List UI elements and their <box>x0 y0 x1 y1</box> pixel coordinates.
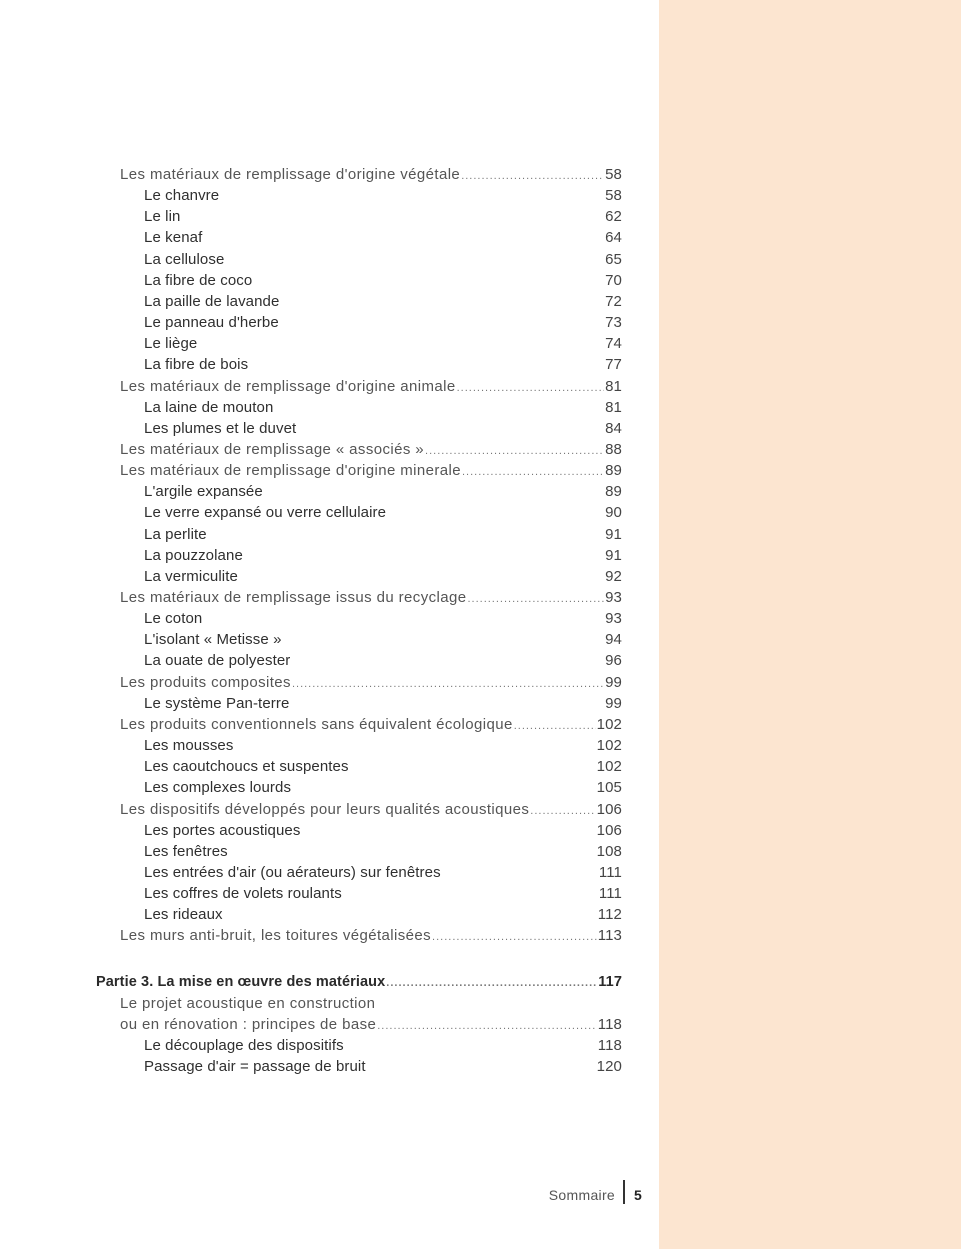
dot-leader <box>386 973 597 994</box>
toc-subsection-entry[interactable] <box>144 820 622 841</box>
toc-subsection-entry[interactable] <box>144 735 622 756</box>
toc-section-entry[interactable] <box>120 439 622 460</box>
toc-entry-title: La laine de mouton <box>144 398 274 416</box>
dot-leader <box>425 441 604 462</box>
toc-section-entry[interactable] <box>120 714 622 735</box>
toc-subsection-entry[interactable] <box>144 756 622 777</box>
toc-entry-title: Les coffres de volets roulants <box>144 885 342 903</box>
toc-entry-page-number: 106 <box>596 821 622 839</box>
toc-entry-title: Les matériaux de remplissage d'origine végétale <box>120 166 461 183</box>
dot-leader <box>462 462 604 483</box>
toc-entry-title: Le panneau d'herbe <box>144 314 279 332</box>
toc-entry-title: La pouzzolane <box>144 546 243 564</box>
toc-subsection-entry[interactable] <box>144 777 622 798</box>
toc-subsection-entry[interactable] <box>144 502 622 523</box>
toc-entry-title: Le système Pan-terre <box>144 694 290 712</box>
toc-entry-title: La cellulose <box>144 250 225 268</box>
toc-subsection-entry[interactable] <box>144 693 622 714</box>
toc-subsection-entry[interactable] <box>144 185 622 206</box>
toc-subsection-entry[interactable] <box>144 566 622 587</box>
toc-entry-title: Les caoutchoucs et suspentes <box>144 758 349 776</box>
dot-leader <box>514 716 596 737</box>
toc-section-entry[interactable] <box>120 460 622 481</box>
dot-leader <box>467 589 604 610</box>
toc-entry-title: La perlite <box>144 525 207 543</box>
toc-subsection-entry[interactable] <box>144 206 622 227</box>
toc-subsection-entry[interactable] <box>144 397 622 418</box>
toc-entry-title: Le verre expansé ou verre cellulaire <box>144 504 387 522</box>
toc-entry-title: Passage d'air = passage de bruit <box>144 1058 366 1075</box>
toc-entry-title: Les rideaux <box>144 906 223 924</box>
toc-entry-title: Les matériaux de remplissage « associés » <box>120 440 425 458</box>
toc-subsection-entry[interactable] <box>144 841 622 862</box>
toc-entry-title: Le kenaf <box>144 229 203 247</box>
toc-entry-page-number: 120 <box>596 1058 622 1075</box>
toc-subsection-entry[interactable] <box>144 312 622 333</box>
toc-entry-page-number: 102 <box>596 758 622 776</box>
toc-section-entry[interactable] <box>120 672 622 693</box>
toc-entry-title: Les plumes et le duvet <box>144 419 297 437</box>
toc-entry-page-number: 96 <box>605 652 622 670</box>
footer-divider <box>623 1180 625 1204</box>
toc-entry-title: Les portes acoustiques <box>144 821 301 839</box>
toc-entry-page-number: 106 <box>596 800 622 818</box>
dot-leader <box>377 1016 597 1037</box>
footer-page-number: 5 <box>634 1187 642 1203</box>
dot-leader <box>530 801 595 822</box>
toc-entry-page-number: 108 <box>596 842 622 860</box>
toc-entry-page-number: 70 <box>605 271 622 289</box>
toc-subsection-entry[interactable] <box>144 333 622 354</box>
toc-subsection-entry[interactable] <box>144 629 622 650</box>
toc-entry-page-number: 118 <box>597 1015 622 1033</box>
toc-subsection-entry[interactable] <box>144 270 622 291</box>
toc-entry-page-number: 72 <box>605 292 622 310</box>
toc-entry-page-number: 88 <box>605 440 622 458</box>
toc-entry-page-number: 111 <box>598 863 622 881</box>
toc-entry-title: Les matériaux de remplissage d'origine minerale <box>120 462 461 480</box>
toc-entry-title: La fibre de bois <box>144 356 249 374</box>
toc-subsection-entry[interactable] <box>144 1035 622 1056</box>
toc-entry-title: Les complexes lourds <box>144 779 292 797</box>
dot-leader <box>432 927 597 948</box>
toc-entry-title: La vermiculite <box>144 567 238 585</box>
toc-entry-page-number: 91 <box>605 546 622 564</box>
toc-entry-page-number: 74 <box>605 335 622 353</box>
toc-entry-page-number: 93 <box>605 610 622 628</box>
toc-entry-title: La ouate de polyester <box>144 652 291 670</box>
toc-subsection-entry[interactable] <box>144 1056 622 1077</box>
toc-entry-title: Les dispositifs développés pour leurs qualités acoustiques <box>120 800 530 818</box>
toc-entry-page-number: 58 <box>605 187 622 205</box>
toc-section-entry[interactable] <box>120 993 622 1014</box>
toc-entry-page-number: 84 <box>605 419 622 437</box>
toc-entry-page-number: 92 <box>605 567 622 585</box>
toc-entry-page-number: 93 <box>605 589 622 606</box>
toc-part-heading[interactable] <box>96 972 622 993</box>
toc-subsection-entry[interactable] <box>144 904 622 925</box>
toc-entry-page-number: 111 <box>598 885 622 903</box>
toc-entry-page-number: 62 <box>605 208 622 226</box>
toc-entry-title: Les entrées d'air (ou aérateurs) sur fenêtres <box>144 863 441 881</box>
toc-entry-title: La paille de lavande <box>144 292 280 310</box>
toc-section-entry[interactable] <box>120 925 622 946</box>
toc-entry-page-number: 105 <box>596 779 622 797</box>
toc-entry-title: Le liège <box>144 335 198 353</box>
toc-subsection-entry[interactable] <box>144 883 622 904</box>
toc-entry-page-number: 89 <box>605 462 622 480</box>
toc-entry-title: Le projet acoustique en construction <box>120 994 376 1012</box>
toc-subsection-entry[interactable] <box>144 862 622 883</box>
toc-entry-page-number: 102 <box>596 715 622 733</box>
toc-entry-page-number: 112 <box>597 906 622 924</box>
toc-entry-page-number: 90 <box>605 504 622 522</box>
decorative-side-band <box>659 0 961 1249</box>
toc-entry-page-number: 94 <box>605 631 622 649</box>
toc-section-entry[interactable] <box>120 1014 622 1035</box>
toc-entry-page-number: 113 <box>597 927 622 945</box>
toc-subsection-entry[interactable] <box>144 545 622 566</box>
toc-subsection-entry[interactable] <box>144 291 622 312</box>
toc-section-entry[interactable] <box>120 799 622 820</box>
toc-entry-page-number: 118 <box>597 1036 622 1054</box>
toc-entry-title: Partie 3. La mise en œuvre des matériaux <box>96 973 386 990</box>
toc-entry-title: L'argile expansée <box>144 483 263 501</box>
toc-entry-page-number: 99 <box>605 673 622 691</box>
toc-entry-page-number: 99 <box>605 694 622 712</box>
toc-entry-page-number: 89 <box>605 483 622 501</box>
toc-entry-page-number: 58 <box>605 166 622 183</box>
dot-leader <box>457 378 605 399</box>
toc-entry-page-number: 91 <box>605 525 622 543</box>
toc-entry-page-number: 81 <box>605 398 622 416</box>
toc-entry-title: Les mousses <box>144 737 234 755</box>
toc-entry-page-number: 102 <box>596 737 622 755</box>
toc-section-entry[interactable] <box>120 587 622 608</box>
toc-entry-title: Les produits conventionnels sans équivalent écologique <box>120 715 513 733</box>
toc-entry-title: Le chanvre <box>144 187 220 205</box>
dot-leader <box>461 166 604 187</box>
toc-entry-page-number: 117 <box>598 973 622 990</box>
toc-subsection-entry[interactable] <box>144 354 622 375</box>
toc-section-entry[interactable] <box>120 164 622 185</box>
toc-entry-title: La fibre de coco <box>144 271 253 289</box>
toc-entry-page-number: 77 <box>605 356 622 374</box>
toc-entry-title: Les matériaux de remplissage d'origine animale <box>120 377 456 395</box>
toc-subsection-entry[interactable] <box>144 650 622 671</box>
toc-entry-title: ou en rénovation : principes de base <box>120 1015 377 1033</box>
toc-section-entry[interactable] <box>120 376 622 397</box>
footer-section-label: Sommaire <box>548 1187 615 1203</box>
toc-entry-page-number: 65 <box>605 250 622 268</box>
toc-subsection-entry[interactable] <box>144 481 622 502</box>
toc-entry-title: Le lin <box>144 208 181 226</box>
toc-entry-page-number: 81 <box>605 377 622 395</box>
dot-leader <box>292 674 604 695</box>
toc-entry-title: Le coton <box>144 610 203 628</box>
toc-entry-title: Les produits composites <box>120 673 291 691</box>
toc-subsection-entry[interactable] <box>144 227 622 248</box>
toc-entry-title: Les fenêtres <box>144 842 228 860</box>
toc-entry-page-number: 64 <box>605 229 622 247</box>
toc-subsection-entry[interactable] <box>144 418 622 439</box>
toc-subsection-entry[interactable] <box>144 524 622 545</box>
toc-entry-title: Les murs anti-bruit, les toitures végétalisées <box>120 927 432 945</box>
toc-subsection-entry[interactable] <box>144 608 622 629</box>
page-footer <box>0 1180 659 1210</box>
toc-subsection-entry[interactable] <box>144 249 622 270</box>
toc-entry-page-number: 73 <box>605 314 622 332</box>
toc-entry-title: Le découplage des dispositifs <box>144 1036 344 1054</box>
toc-entry-title: Les matériaux de remplissage issus du recyclage <box>120 589 467 606</box>
toc-entry-title: L'isolant « Metisse » <box>144 631 282 649</box>
